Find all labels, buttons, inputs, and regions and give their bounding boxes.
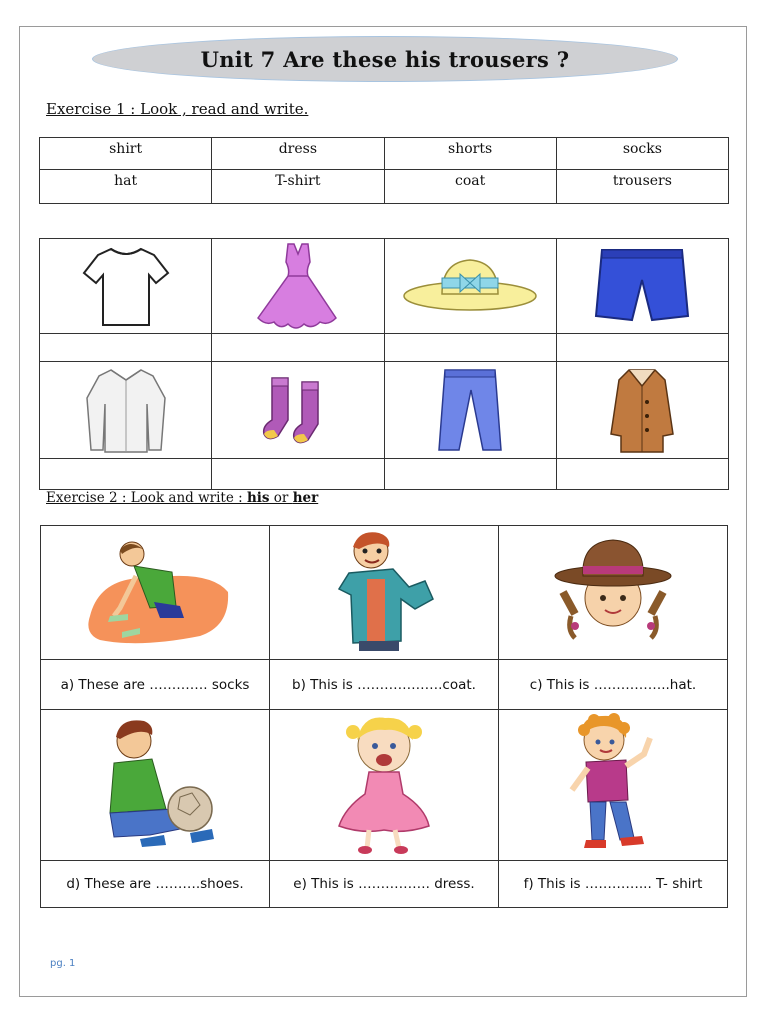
- word-cell: dress: [212, 138, 384, 170]
- sentence-cell[interactable]: a) These are …………. socks: [41, 660, 270, 710]
- girl-in-dress-picture: [329, 710, 439, 856]
- option-his: his: [246, 490, 270, 506]
- picture-cell: [499, 526, 728, 660]
- picture-cell: [41, 526, 270, 660]
- picture-cell: [212, 239, 384, 334]
- shirt-picture: [81, 364, 171, 456]
- word-cell: shirt: [40, 138, 212, 170]
- word-cell: trousers: [556, 170, 728, 204]
- boy-putting-on-socks-picture: [80, 536, 230, 646]
- page-title: Unit 7 Are these his trousers ?: [200, 46, 570, 72]
- word-cell: hat: [40, 170, 212, 204]
- answer-cell[interactable]: [40, 459, 212, 490]
- sentence-cell[interactable]: f) This is …………... T- shirt: [499, 861, 728, 908]
- hat-picture: [402, 256, 538, 316]
- boy-waving-picture: [558, 710, 668, 856]
- picture-cell: [40, 239, 212, 334]
- answer-cell[interactable]: [384, 459, 556, 490]
- exercise1-heading: Exercise 1 : Look , read and write.: [46, 100, 309, 118]
- answer-cell[interactable]: [556, 459, 728, 490]
- trousers-picture: [435, 366, 505, 454]
- picture-cell: [384, 239, 556, 334]
- picture-cell: [556, 239, 728, 334]
- sentence-cell[interactable]: e) This is ……………. dress.: [270, 861, 499, 908]
- sentence-cell[interactable]: b) This is ……………….coat.: [270, 660, 499, 710]
- coat-picture: [607, 364, 677, 456]
- exercise2-heading-text: Exercise 2 : Look and write :: [46, 490, 247, 506]
- t-shirt-picture: [76, 241, 176, 331]
- picture-cell: [384, 362, 556, 459]
- title-banner: [92, 36, 678, 82]
- answer-cell[interactable]: [556, 334, 728, 362]
- shorts-picture: [592, 246, 692, 326]
- word-cell: coat: [384, 170, 556, 204]
- boy-with-coat-picture: [329, 529, 439, 653]
- exercise2-table: [40, 525, 728, 908]
- answer-cell[interactable]: [212, 459, 384, 490]
- sentence-cell[interactable]: d) These are ……….shoes.: [41, 861, 270, 908]
- sentence-cell[interactable]: c) This is ……………..hat.: [499, 660, 728, 710]
- picture-cell: [41, 710, 270, 861]
- answer-cell[interactable]: [212, 334, 384, 362]
- picture-cell: [499, 710, 728, 861]
- boy-with-ball-picture: [90, 713, 220, 853]
- word-bank-table: [39, 137, 729, 204]
- girl-with-hat-picture: [553, 536, 673, 646]
- picture-cell: [270, 710, 499, 861]
- picture-cell: [212, 362, 384, 459]
- word-cell: shorts: [384, 138, 556, 170]
- dress-picture: [248, 240, 348, 332]
- clothes-picture-table: [39, 238, 729, 490]
- picture-cell: [40, 362, 212, 459]
- picture-cell: [270, 526, 499, 660]
- answer-cell[interactable]: [40, 334, 212, 362]
- socks-picture: [258, 374, 338, 446]
- word-cell: socks: [556, 138, 728, 170]
- word-cell: T-shirt: [212, 170, 384, 204]
- option-or: or: [269, 490, 293, 506]
- exercise2-heading: [46, 490, 318, 506]
- page-number: pg. 1: [50, 958, 76, 969]
- answer-cell[interactable]: [384, 334, 556, 362]
- picture-cell: [556, 362, 728, 459]
- option-her: her: [292, 490, 319, 506]
